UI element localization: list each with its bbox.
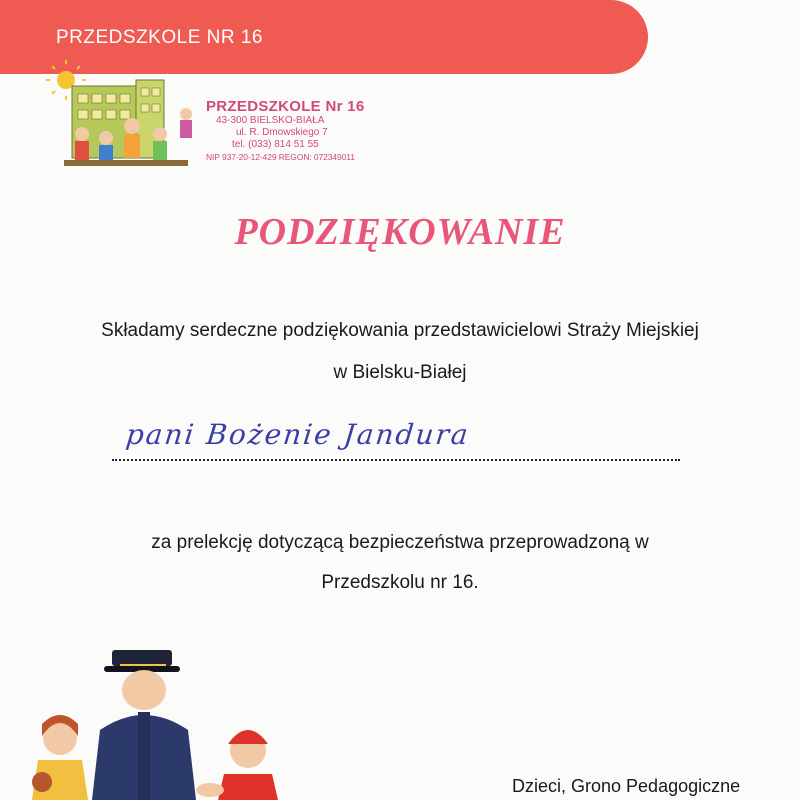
recipient-handwritten-name: pani Bożenie Jandura bbox=[124, 418, 472, 451]
institution-address-block bbox=[206, 98, 364, 163]
institution-name: PRZEDSZKOLE Nr 16 bbox=[206, 98, 365, 115]
thanks-line-2: w Bielsku-Białej bbox=[333, 362, 467, 383]
institution-phone: tel. (033) 814 51 55 bbox=[232, 139, 319, 150]
institution-street: ul. R. Dmowskiego 7 bbox=[236, 127, 328, 138]
recipient-dotted-line bbox=[112, 459, 680, 461]
signature-line: Dzieci, Grono Pedagogiczne bbox=[512, 776, 741, 796]
thanks-line-1: Składamy serdeczne podziękowania przedstawicielowi Straży Miejskiej bbox=[101, 320, 699, 341]
banner-title: PRZEDSZKOLE NR 16 bbox=[56, 27, 263, 48]
kindergarten-logo-icon bbox=[40, 60, 200, 178]
institution-city: 43-300 BIELSKO-BIAŁA bbox=[216, 115, 325, 126]
reason-line-2: Przedszkolu nr 16. bbox=[321, 572, 479, 593]
city-guard-illustration-icon bbox=[20, 640, 290, 800]
institution-ids: NIP 937-20-12-429 REGON: 072349011 bbox=[206, 152, 355, 162]
document-title: PODZIĘKOWANIE bbox=[234, 211, 566, 253]
reason-line-1: za prelekcję dotyczącą bezpieczeństwa przeprowadzoną w bbox=[151, 532, 649, 553]
